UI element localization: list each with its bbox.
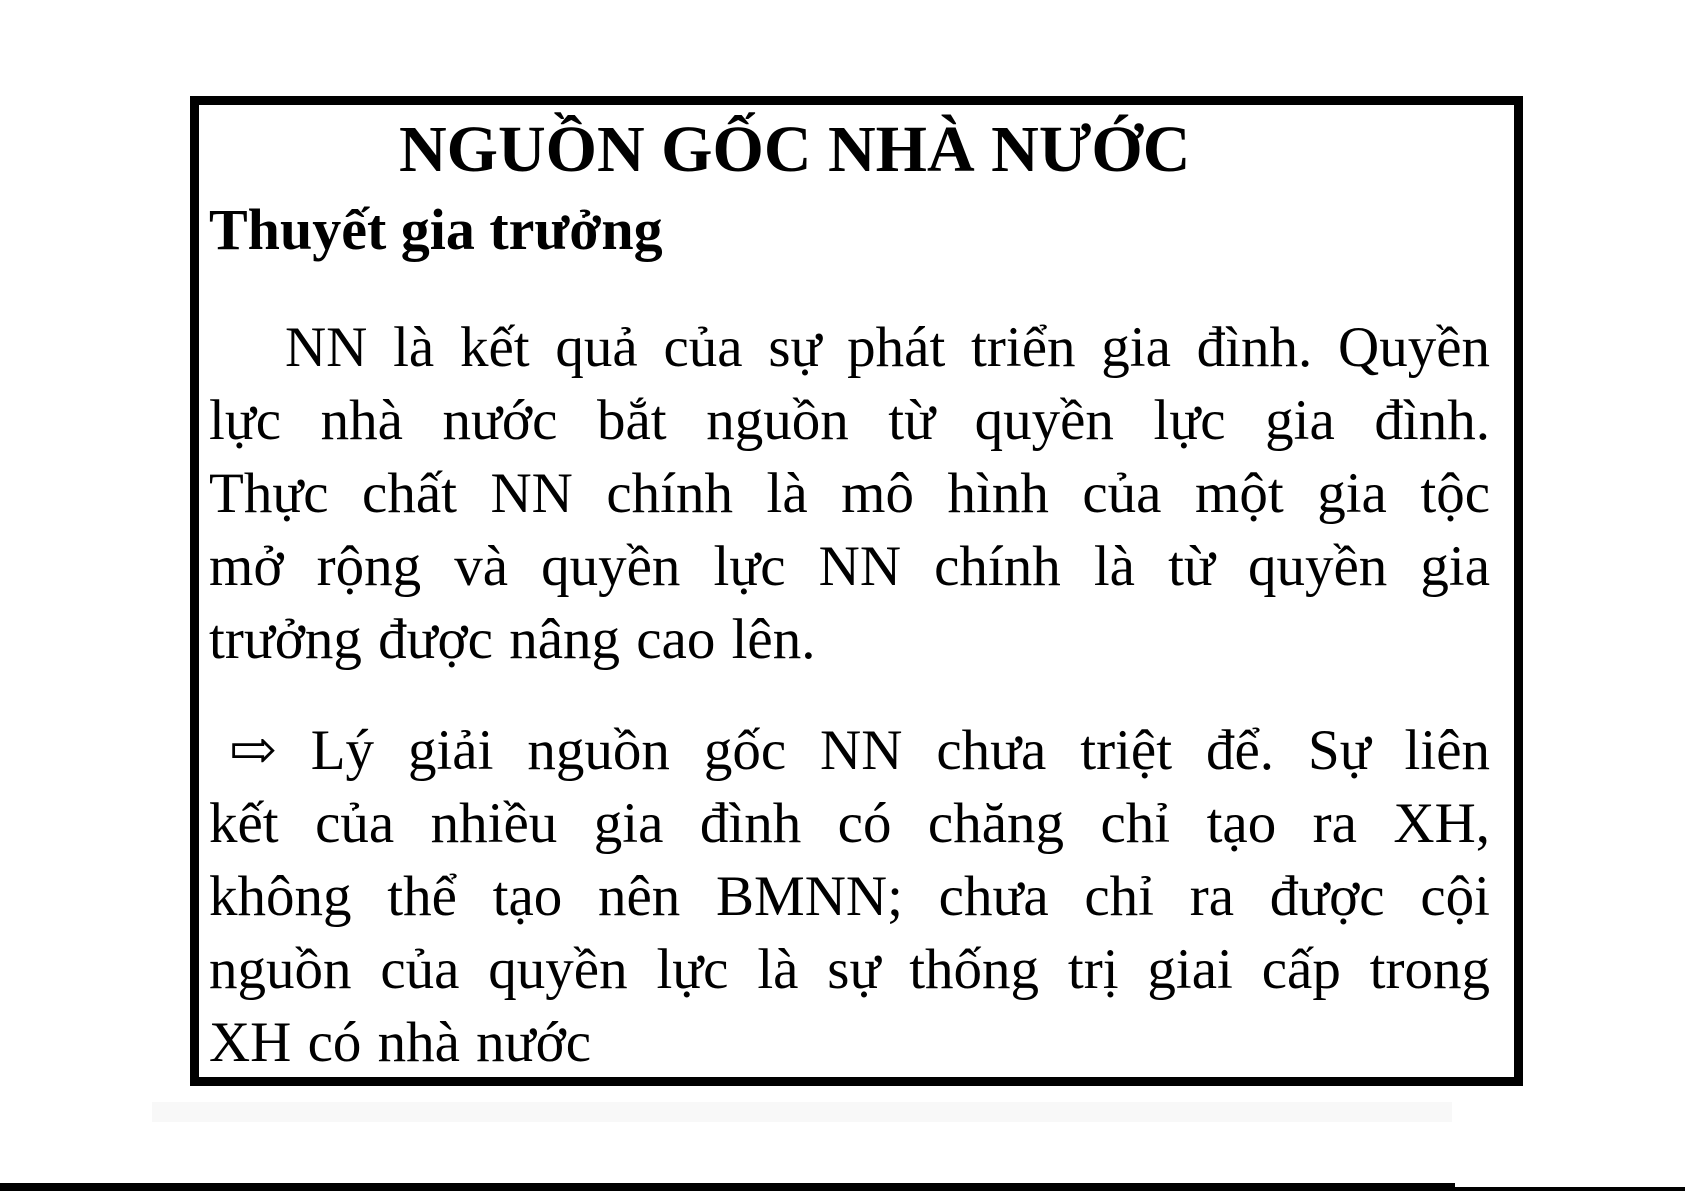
paragraph-conclusion [209, 714, 1490, 1079]
slide-subtitle: Thuyết gia trưởng [209, 197, 663, 262]
bottom-edge-bar [0, 1183, 1455, 1191]
arrow-bullet-line: ⇨ Lý giải nguồn gốc NN chưa triệt để. Sự liên [229, 719, 1490, 782]
text-line: NN là kết quả của sự phát triển gia đình. Quyền [285, 316, 1490, 379]
faint-artifact-strip [152, 1102, 1452, 1122]
bottom-edge-line [1455, 1187, 1685, 1191]
text-line: kết của nhiều gia đình có chăng chỉ tạo ra XH, [209, 792, 1490, 855]
text-line: lực nhà nước bắt nguồn từ quyền lực gia đình. [209, 389, 1490, 452]
text-line: mở rộng và quyền lực NN chính là từ quyền gia [209, 535, 1490, 598]
slide-title: NGUỒN GỐC NHÀ NƯỚC [399, 113, 1191, 186]
text-line: Thực chất NN chính là mô hình của một gia tộc [209, 462, 1490, 525]
text-line: không thể tạo nên BMNN; chưa chỉ ra được cội [209, 865, 1490, 928]
text-line: trưởng được nâng cao lên. [209, 608, 816, 671]
text-line: nguồn của quyền lực là sự thống trị giai cấp trong [209, 938, 1490, 1001]
text-line: XH có nhà nước [209, 1011, 592, 1074]
content-box [190, 96, 1523, 1086]
paragraph-patriarchal-theory [209, 311, 1490, 676]
